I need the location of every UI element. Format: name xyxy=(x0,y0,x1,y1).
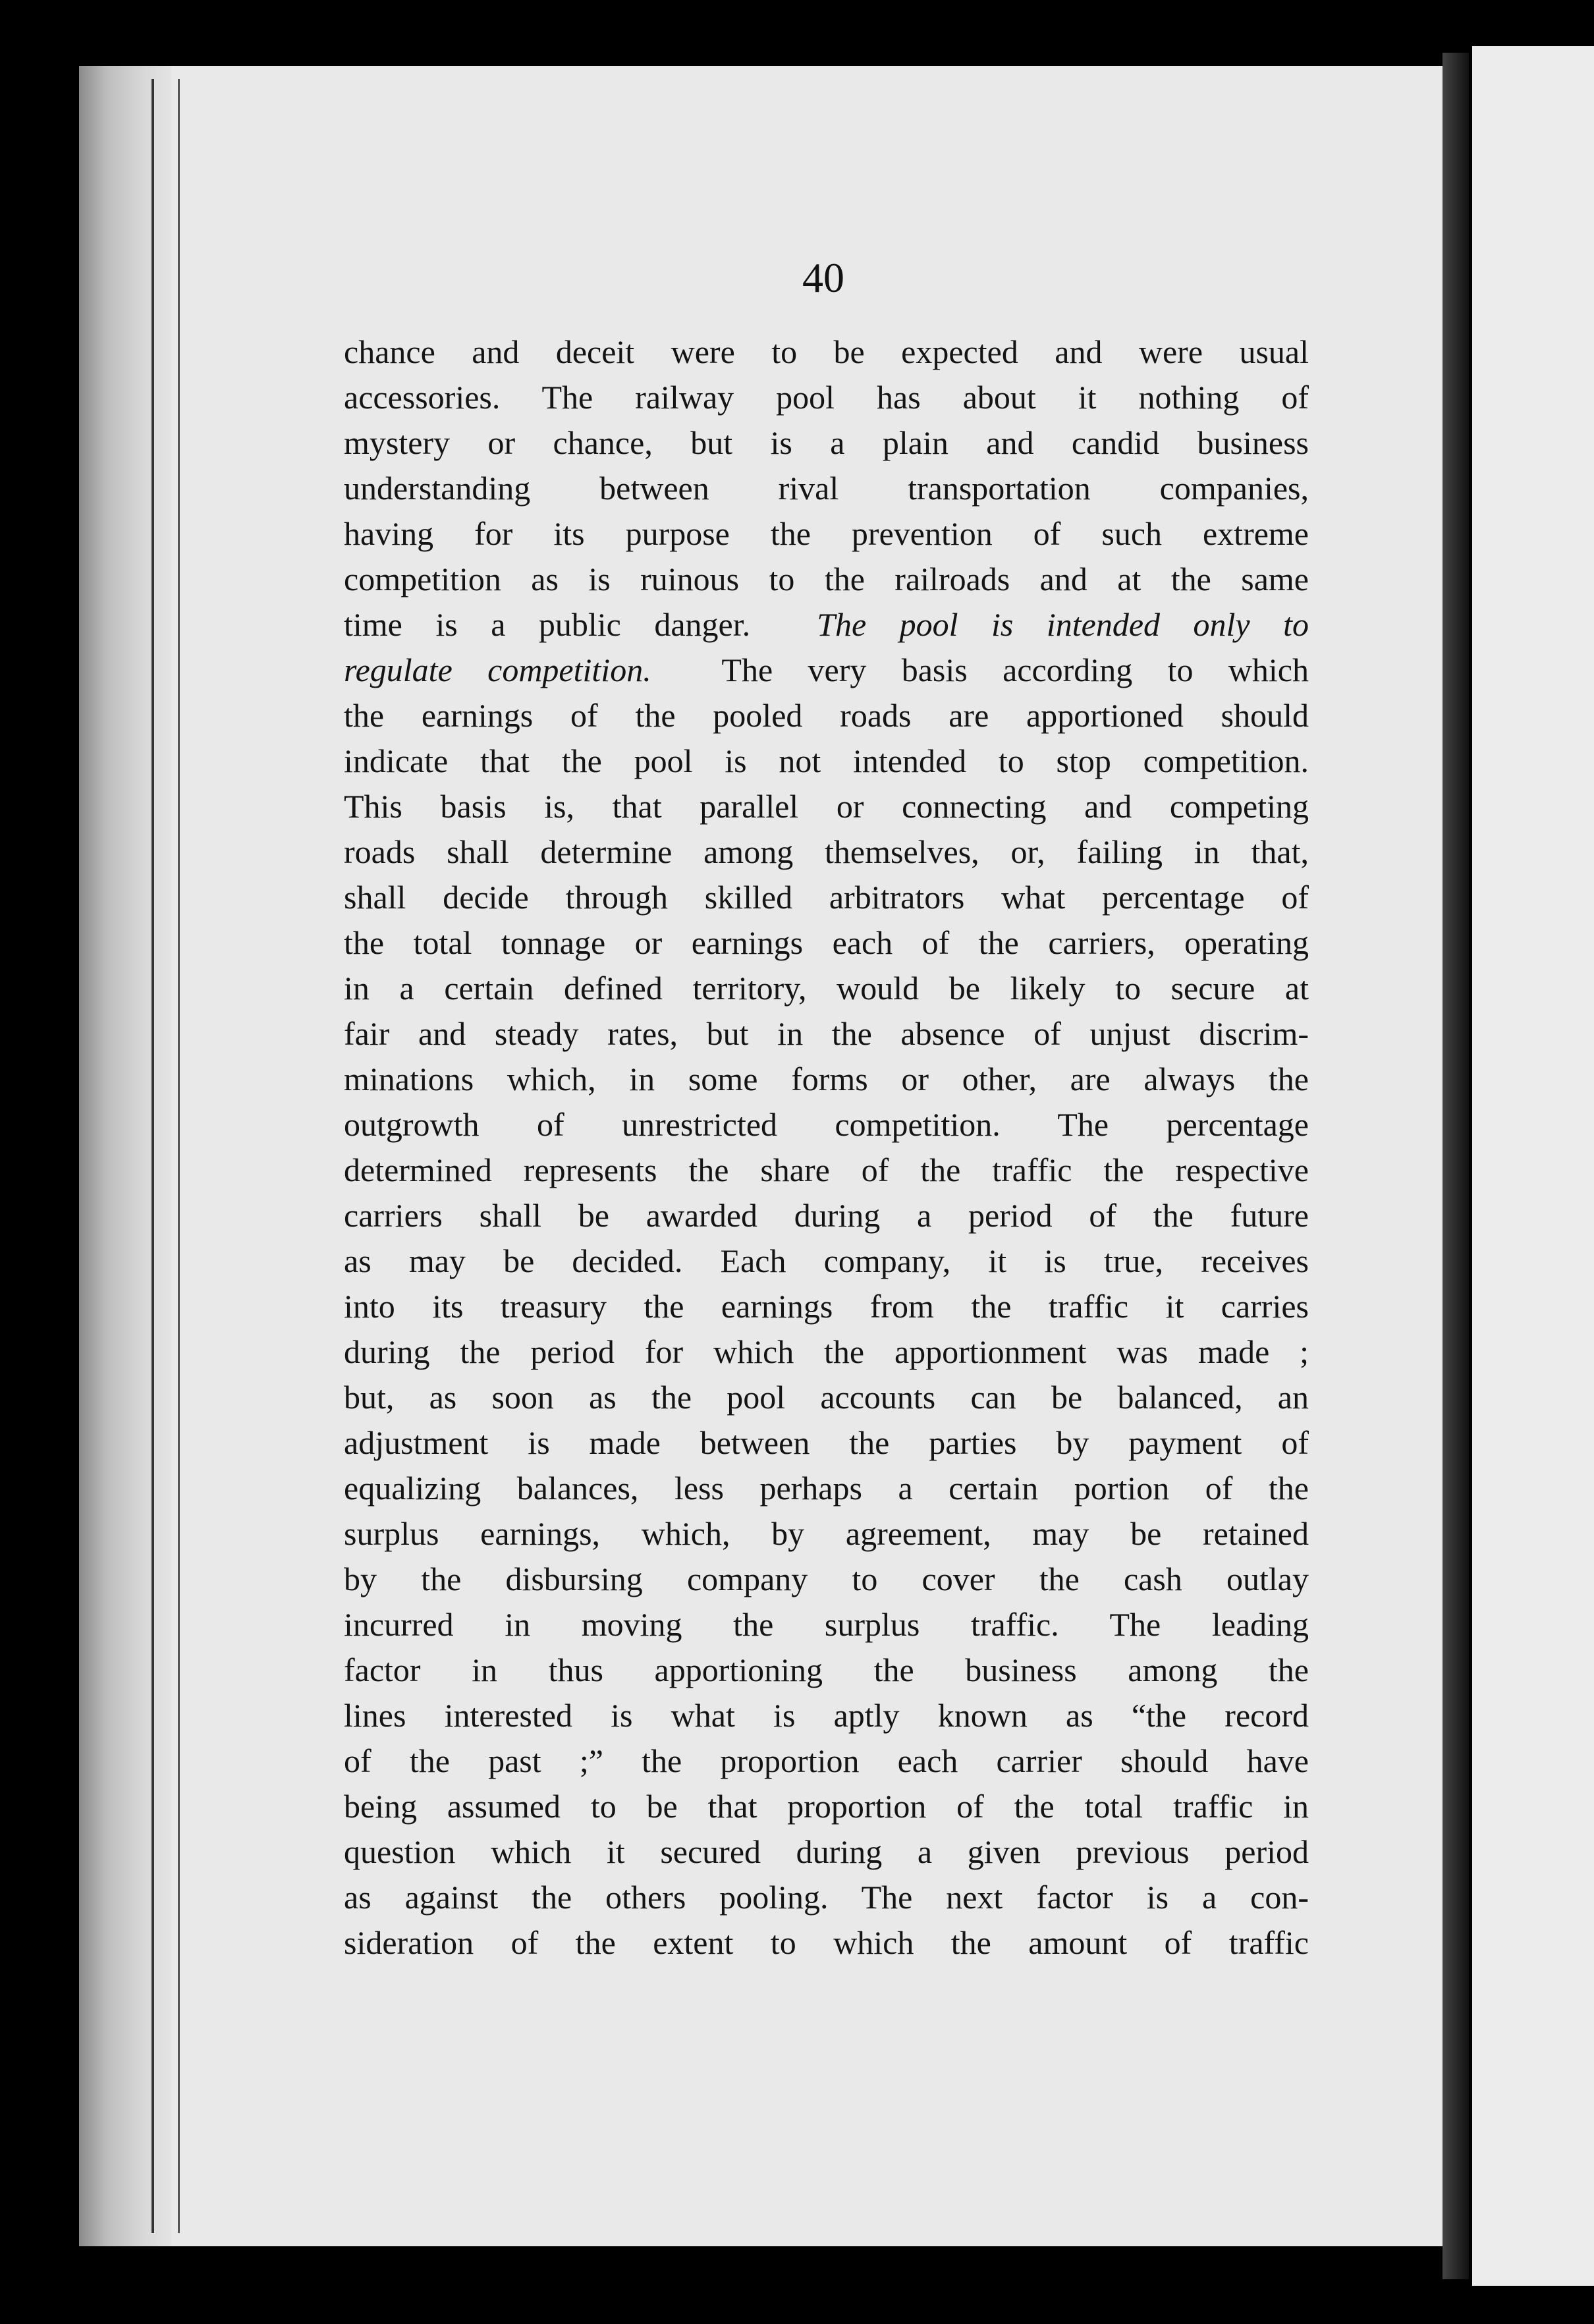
text-line: the earnings of the pooled roads are apportioned should xyxy=(344,697,1309,734)
italic-phrase: The pool is intended only to xyxy=(817,606,1309,643)
text-line: during the period for which the apportionment was made ; xyxy=(344,1333,1309,1370)
text-line: factor in thus apportioning the business among the xyxy=(344,1651,1309,1688)
text-segment: time is a public danger. xyxy=(344,606,751,643)
text-line: adjustment is made between the parties by payment of xyxy=(344,1424,1309,1461)
text-line: outgrowth of unrestricted competition. The percentage xyxy=(344,1106,1309,1143)
text-line: by the disbursing company to cover the cash outlay xyxy=(344,1561,1309,1597)
text-line: having for its purpose the prevention of such extreme xyxy=(344,515,1309,552)
text-line: fair and steady rates, but in the absence of unjust discrim- xyxy=(344,1015,1309,1052)
text-line: competition as is ruinous to the railroads and at the same xyxy=(344,561,1309,597)
text-line: equalizing balances, less perhaps a certain portion of the xyxy=(344,1470,1309,1507)
text-line: understanding between rival transportation companies, xyxy=(344,470,1309,507)
text-line: into its treasury the earnings from the traffic it carries xyxy=(344,1288,1309,1325)
text-line: roads shall determine among themselves, or, failing in that, xyxy=(344,833,1309,870)
text-line: question which it secured during a given previous period xyxy=(344,1833,1309,1870)
text-line: of the past ;” the proportion each carrier should have xyxy=(344,1742,1309,1779)
text-line: accessories. The railway pool has about it nothing of xyxy=(344,379,1309,416)
page-number: 40 xyxy=(802,254,844,301)
text-line: lines interested is what is aptly known as “the record xyxy=(344,1697,1309,1734)
text-line: indicate that the pool is not intended to stop competition. xyxy=(344,742,1309,779)
italic-phrase: regulate competition. xyxy=(344,651,651,688)
body-text xyxy=(344,329,1309,1966)
text-line: This basis is, that parallel or connecting and competing xyxy=(344,788,1309,825)
text-segment: The very basis according to which xyxy=(721,651,1309,688)
text-line: the total tonnage or earnings each of the carriers, operating xyxy=(344,924,1309,961)
text-line: sideration of the extent to which the amount of traffic xyxy=(344,1924,1309,1961)
facing-page xyxy=(1472,46,1594,2286)
text-line: as against the others pooling. The next factor is a con- xyxy=(344,1879,1309,1916)
gutter-line xyxy=(151,79,154,2233)
text-line: in a certain defined territory, would be likely to secure at xyxy=(344,970,1309,1007)
text-line: surplus earnings, which, by agreement, may be retained xyxy=(344,1515,1309,1552)
gutter-line xyxy=(178,79,180,2233)
page-gutter xyxy=(79,66,171,2246)
text-line: incurred in moving the surplus traffic. The leading xyxy=(344,1606,1309,1643)
text-line: mystery or chance, but is a plain and candid business xyxy=(344,424,1309,461)
text-line-with-italic xyxy=(344,602,1309,648)
text-line: being assumed to be that proportion of the total traffic in xyxy=(344,1788,1309,1825)
text-line-with-italic xyxy=(344,648,1309,693)
text-line: carriers shall be awarded during a period of the future xyxy=(344,1197,1309,1234)
text-line: but, as soon as the pool accounts can be balanced, an xyxy=(344,1379,1309,1416)
text-line: chance and deceit were to be expected and were usual xyxy=(344,333,1309,370)
text-line: determined represents the share of the traffic the respective xyxy=(344,1151,1309,1188)
text-line: shall decide through skilled arbitrators what percentage of xyxy=(344,879,1309,916)
page-spine-shadow xyxy=(1443,53,1469,2279)
text-line: minations which, in some forms or other, are always the xyxy=(344,1061,1309,1097)
text-line: as may be decided. Each company, it is true, receives xyxy=(344,1242,1309,1279)
